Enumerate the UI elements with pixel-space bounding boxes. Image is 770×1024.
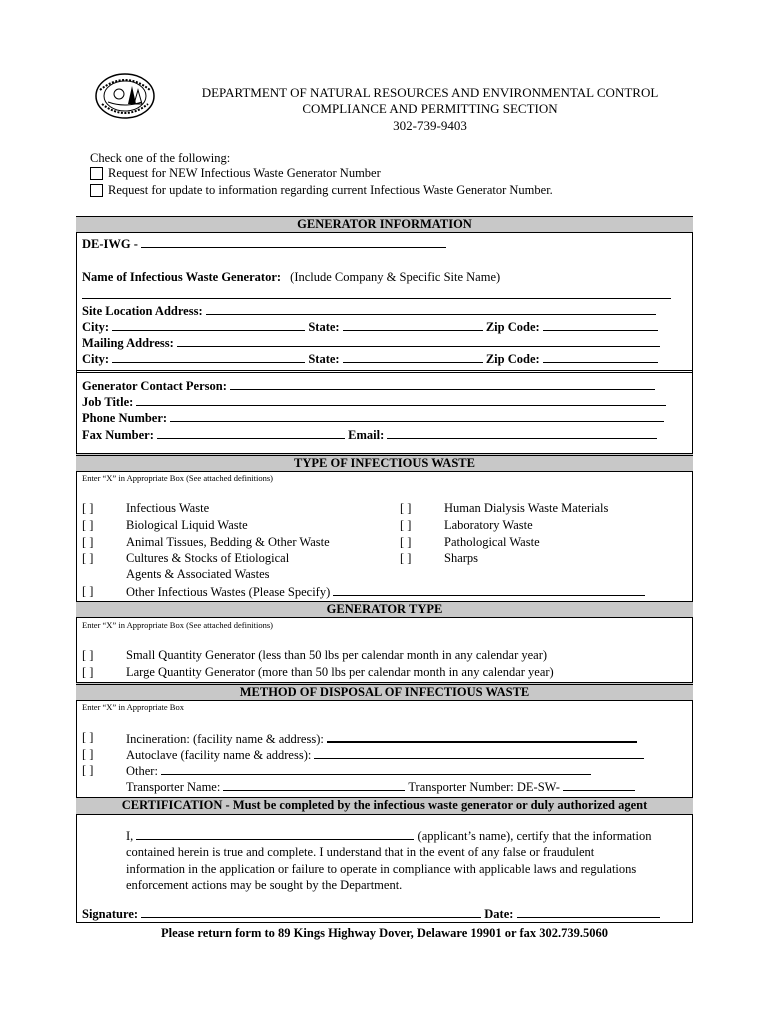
checkbox-bracket[interactable]: [ ] — [82, 648, 94, 662]
option-new — [90, 166, 381, 181]
waste-dialysis: Human Dialysis Waste Materials — [444, 501, 609, 515]
waste-pathological: Pathological Waste — [444, 535, 540, 549]
option-update — [90, 183, 553, 198]
check-intro: Check one of the following: — [90, 151, 231, 165]
section-title: COMPLIANCE AND PERMITTING SECTION — [302, 101, 558, 116]
phone-number: 302-739-9403 — [393, 118, 467, 133]
waste-other-field[interactable] — [333, 584, 645, 596]
state-label: State: — [308, 320, 340, 334]
dnrec-seal-logo — [94, 72, 156, 120]
city-label: City: — [82, 352, 110, 366]
generator-type-header: GENERATOR TYPE — [76, 601, 693, 618]
waste-sharps: Sharps — [444, 551, 479, 565]
incineration-field[interactable] — [327, 730, 637, 743]
waste-other-row — [126, 584, 645, 600]
large-quantity-generator: Large Quantity Generator (more than 50 lbs per calendar month in any calendar year) — [126, 665, 554, 679]
generator-name-field[interactable] — [82, 287, 671, 299]
email-field[interactable] — [387, 427, 657, 439]
waste-cultures: Cultures & Stocks of Etiological — [126, 551, 290, 565]
email-label: Email: — [348, 428, 385, 442]
mailing-address-field[interactable] — [177, 335, 660, 347]
applicant-row — [126, 828, 652, 844]
deiwg-label: DE-IWG - — [82, 237, 138, 251]
site-zip-field[interactable] — [543, 319, 658, 331]
waste-animal-tissues: Animal Tissues, Bedding & Other Waste — [126, 535, 330, 549]
mailing-city-field[interactable] — [112, 351, 305, 363]
checkbox-bracket[interactable]: [ ] — [82, 730, 94, 744]
mailing-city-row — [82, 351, 658, 367]
disposal-hint: Enter “X” in Appropriate Box — [82, 702, 184, 712]
waste-type-header: TYPE OF INFECTIOUS WASTE — [76, 453, 693, 472]
zip-label: Zip Code: — [485, 320, 540, 334]
city-label: City: — [82, 320, 110, 334]
checkbox-bracket[interactable]: [ ] — [82, 665, 94, 679]
checkbox-bracket[interactable]: [ ] — [82, 501, 94, 515]
autoclave-field[interactable] — [314, 747, 644, 759]
other-row — [126, 763, 591, 779]
deiwg-row — [82, 236, 446, 252]
generator-name-note: (Include Company & Specific Site Name) — [290, 270, 501, 284]
phone-label: Phone Number: — [82, 411, 168, 425]
deiwg-field[interactable] — [141, 236, 446, 248]
contact-field[interactable] — [230, 378, 655, 390]
state-label: State: — [308, 352, 340, 366]
generator-name-label: Name of Infectious Waste Generator: — [82, 270, 282, 284]
other-field[interactable] — [161, 763, 591, 775]
checkbox-bracket[interactable]: [ ] — [82, 763, 94, 777]
waste-other-label: Other Infectious Wastes (Please Specify) — [126, 585, 331, 599]
checkbox-bracket[interactable]: [ ] — [400, 501, 412, 515]
checkbox-bracket[interactable]: [ ] — [82, 747, 94, 761]
signature-row — [82, 906, 660, 922]
mailing-state-field[interactable] — [343, 351, 483, 363]
small-quantity-generator: Small Quantity Generator (less than 50 lbs per calendar month in any calendar year) — [126, 648, 548, 662]
generator-type-hint: Enter “X” in Appropriate Box (See attached definitions) — [82, 620, 273, 630]
checkbox-bracket[interactable]: [ ] — [400, 535, 412, 549]
option-update-label: Request for update to information regarding current Infectious Waste Generator Number. — [108, 183, 553, 197]
checkbox-bracket[interactable]: [ ] — [400, 518, 412, 532]
applicant-i: I, — [126, 829, 134, 843]
waste-type-hint: Enter “X” in Appropriate Box (See attached definitions) — [82, 473, 273, 483]
contact-row — [82, 378, 655, 394]
site-address-field[interactable] — [206, 303, 656, 315]
disposal-header: METHOD OF DISPOSAL OF INFECTIOUS WASTE — [76, 682, 693, 701]
mailing-address-label: Mailing Address: — [82, 336, 174, 350]
job-title-field[interactable] — [136, 394, 666, 406]
incineration-label: Incineration: (facility name & address): — [126, 732, 324, 746]
zip-label: Zip Code: — [485, 352, 540, 366]
signature-field[interactable] — [141, 906, 481, 918]
job-title-label: Job Title: — [82, 395, 134, 409]
option-new-label: Request for NEW Infectious Waste Generator Number — [108, 166, 381, 180]
fax-field[interactable] — [157, 427, 345, 439]
phone-field[interactable] — [170, 410, 664, 422]
waste-cultures-cont: Agents & Associated Wastes — [126, 567, 270, 581]
certification-body: contained herein is true and complete. I understand that in the event of any false or fraudulent information in the application or failure to operate in compliance with applicable laws and regulations enforcement actions may be sought by the Department. — [126, 845, 637, 892]
applicant-name-field[interactable] — [136, 828, 414, 840]
checkbox-bracket[interactable]: [ ] — [82, 518, 94, 532]
job-title-row — [82, 394, 666, 410]
checkbox-bracket[interactable]: [ ] — [82, 584, 94, 598]
applicant-text: (applicant’s name), certify that the information — [417, 829, 652, 843]
waste-biological-liquid: Biological Liquid Waste — [126, 518, 248, 532]
transporter-name-label: Transporter Name: — [126, 780, 221, 794]
date-field[interactable] — [517, 906, 660, 918]
date-label: Date: — [484, 907, 514, 921]
checkbox-bracket[interactable]: [ ] — [82, 551, 94, 565]
transporter-name-field[interactable] — [223, 779, 405, 791]
signature-label: Signature: — [82, 907, 139, 921]
mailing-address-row — [82, 335, 660, 351]
other-label: Other: — [126, 764, 158, 778]
generator-info-header: GENERATOR INFORMATION — [76, 216, 693, 233]
divider — [76, 370, 693, 373]
fax-email-row — [82, 427, 657, 443]
transporter-number-field[interactable] — [563, 779, 635, 791]
fax-label: Fax Number: — [82, 428, 154, 442]
checkbox-bracket[interactable]: [ ] — [400, 551, 412, 565]
site-city-row — [82, 319, 658, 335]
new-request-checkbox[interactable] — [90, 167, 103, 180]
autoclave-label: Autoclave (facility name & address): — [126, 748, 312, 762]
department-title: DEPARTMENT OF NATURAL RESOURCES AND ENVIRONMENTAL CONTROL — [201, 85, 659, 100]
autoclave-row — [126, 747, 644, 763]
return-instructions: Please return form to 89 Kings Highway Dover, Delaware 19901 or fax 302.739.5060 — [160, 926, 609, 940]
waste-infectious: Infectious Waste — [126, 501, 210, 515]
site-address-row — [82, 303, 656, 319]
site-address-label: Site Location Address: — [82, 304, 203, 318]
incineration-row — [126, 730, 637, 747]
site-city-field[interactable] — [112, 319, 305, 331]
generator-name-row — [82, 270, 500, 285]
waste-laboratory: Laboratory Waste — [444, 518, 533, 532]
transporter-number-label: Transporter Number: DE-SW- — [408, 780, 560, 794]
mailing-zip-field[interactable] — [543, 351, 658, 363]
checkbox-bracket[interactable]: [ ] — [82, 535, 94, 549]
transporter-row — [126, 779, 635, 795]
phone-row — [82, 410, 664, 426]
contact-label: Generator Contact Person: — [82, 379, 227, 393]
update-request-checkbox[interactable] — [90, 184, 103, 197]
site-state-field[interactable] — [343, 319, 483, 331]
certification-header: CERTIFICATION - Must be completed by the infectious waste generator or duly authorized agent — [76, 797, 693, 815]
